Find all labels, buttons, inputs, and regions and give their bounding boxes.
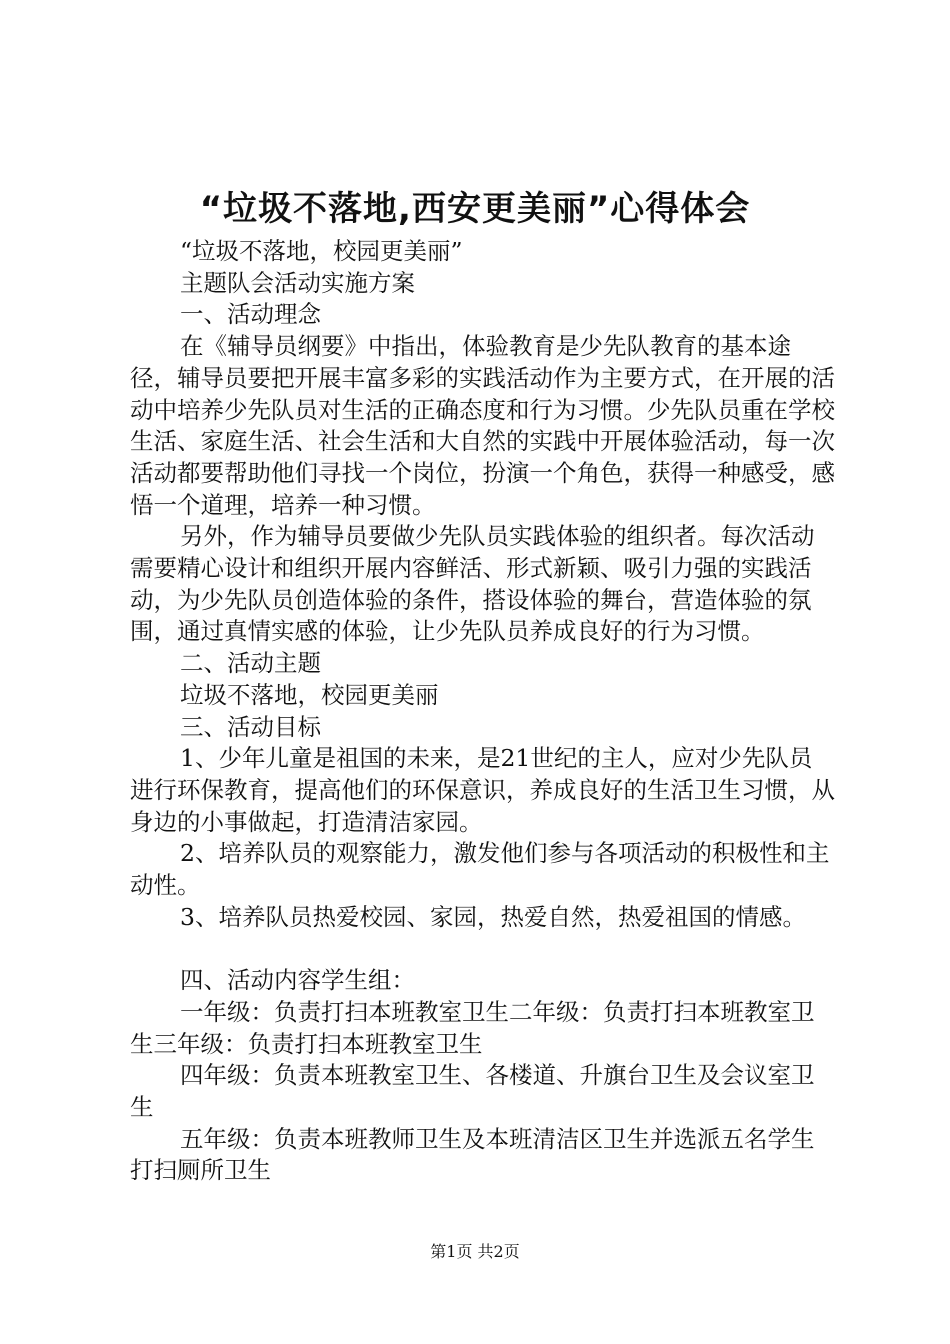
paragraph-goal-3: 3、培养队员热爱校园、家园，热爱自然，热爱祖国的情感。 bbox=[180, 902, 806, 931]
paragraph-plan-title: 主题队会活动实施方案 bbox=[180, 268, 415, 297]
blank-line bbox=[130, 933, 835, 965]
paragraph-grades-1-3: 一年级：负责打扫本班教室卫生二年级：负责打扫本班教室卫生三年级：负责打扫本班教室卫生 bbox=[130, 997, 815, 1058]
paragraph-subtitle: “垃圾不落地，校园更美丽” bbox=[180, 237, 463, 265]
heading-activity-goals: 三、活动目标 bbox=[180, 712, 321, 741]
paragraph-goal-1: 1、少年儿童是祖国的未来，是21世纪的主人，应对少先队员进行环保教育，提高他们的环保意识，养成良好的生活卫生习惯，从身边的小事做起，打造清洁家园。 bbox=[130, 744, 835, 836]
heading-activity-concept: 一、活动理念 bbox=[180, 300, 321, 329]
document-title: “垃圾不落地,西安更美丽”心得体会 bbox=[199, 189, 751, 229]
paragraph-grade-5: 五年级：负责本班教师卫生及本班清洁区卫生并选派五名学生打扫厕所卫生 bbox=[130, 1124, 815, 1185]
document-body bbox=[130, 236, 835, 1187]
paragraph-grade-4: 四年级：负责本班教室卫生、各楼道、升旗台卫生及会议室卫生 bbox=[130, 1061, 815, 1121]
paragraph-goal-2: 2、培养队员的观察能力，激发他们参与各项活动的积极性和主动性。 bbox=[130, 839, 830, 900]
page-footer: 第1页 共2页 bbox=[430, 1242, 520, 1261]
heading-activity-content: 四、活动内容学生组： bbox=[180, 966, 415, 995]
heading-activity-theme: 二、活动主题 bbox=[180, 649, 321, 678]
paragraph-concept-1: 在《辅导员纲要》中指出，体验教育是少先队教育的基本途径，辅导员要把开展丰富多彩的实践活动作为主要方式，在开展的活动中培养少先队员对生活的正确态度和行为习惯。少先队员重在学校生活、家庭生活、社会生活和大自然的实践中开展体验活动，每一次活动都要帮助他们寻找一个岗位，扮演一个角色，获得一种感受，感悟一个道理，培养一种习惯。 bbox=[130, 332, 835, 519]
paragraph-theme: 垃圾不落地，校园更美丽 bbox=[180, 680, 439, 709]
paragraph-concept-2: 另外，作为辅导员要做少先队员实践体验的组织者。每次活动需要精心设计和组织开展内容鲜活、形式新颖、吸引力强的实践活动，为少先队员创造体验的条件，搭设体验的舞台，营造体验的氛围，通过真情实感的体验，让少先队员养成良好的行为习惯。 bbox=[130, 522, 815, 646]
